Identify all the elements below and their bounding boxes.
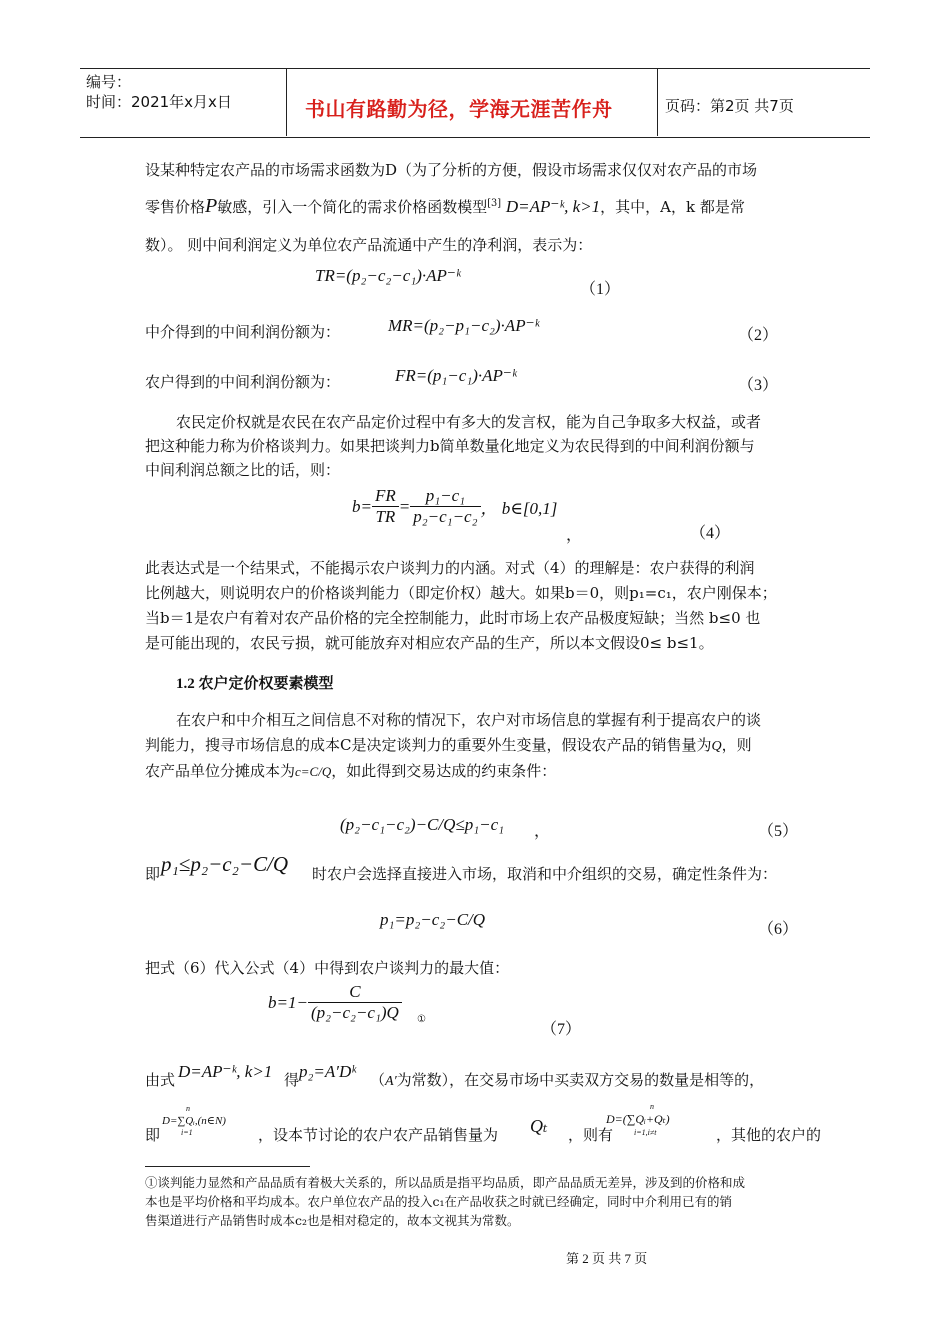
paragraph-line: 数）。 则中间利润定义为单位农产品流通中产生的净利润，表示为： bbox=[145, 236, 593, 254]
math-symbol: P bbox=[205, 195, 218, 217]
paragraph-line: 由式 bbox=[145, 1071, 176, 1089]
equation-5: (p₂−c₁−c₂)−C/Q≤p₁−c₁ bbox=[340, 815, 505, 834]
paragraph-line bbox=[145, 735, 752, 757]
equation-1: TR=(p₂−c₂−c₁)·AP⁻ᵏ bbox=[315, 266, 461, 285]
fraction-denominator: p₂−c₁−c₂ bbox=[413, 507, 478, 526]
equation-comma: ， bbox=[566, 527, 583, 544]
equation-lhs: b=1− bbox=[268, 992, 308, 1012]
fraction-numerator: p₁−c₁ bbox=[410, 486, 480, 507]
sum-lower: i=1,i≠t bbox=[634, 1128, 657, 1137]
sum-upper: n bbox=[650, 1102, 654, 1111]
sum-upper: n bbox=[186, 1104, 190, 1113]
text-span: 判能力，搜寻市场信息的成本C是决定谈判力的重要外生变量，假设农产品的销售量为 bbox=[145, 736, 712, 754]
text-span: 敏感，引入一个简化的需求价格函数模型 bbox=[217, 198, 488, 216]
formula-text: D=∑Qᵢ,(n∈N) bbox=[162, 1115, 226, 1127]
paragraph-line: 把这种能力称为价格谈判力。如果把谈判力b简单数量化地定义为农民得到的中间利润份额与 bbox=[145, 437, 755, 455]
equation-number: （6） bbox=[758, 921, 799, 938]
footnote-line: ①谈判能力显然和产品品质有着极大关系的，所以品质是指平均品质，即产品品质无差异，涉及到的价格和成 bbox=[145, 1175, 746, 1190]
inline-formula: p₁≤p₂−c₂−C/Q bbox=[161, 852, 289, 876]
paragraph-line: 是可能出现的，农民亏损，就可能放弃对相应农产品的生产，所以本文假设0≤ b≤1。 bbox=[145, 634, 714, 652]
fraction bbox=[410, 486, 480, 527]
equation-range: ， b∈[0,1] bbox=[480, 499, 558, 518]
equation-2: MR=(p₂−p₁−c₂)·AP⁻ᵏ bbox=[388, 316, 540, 335]
header-divider bbox=[657, 68, 658, 136]
sum-lower: i=1 bbox=[181, 1128, 193, 1137]
page-footer: 第 2 页 共 7 页 bbox=[566, 1251, 648, 1266]
equation-lhs: b= bbox=[352, 496, 372, 516]
text-span: 零售价格 bbox=[145, 198, 206, 216]
paragraph-line: 中间利润总额之比的话，则： bbox=[145, 461, 341, 479]
header-page-code: 页码：第2页 共7页 bbox=[665, 97, 794, 115]
equation-number: （4） bbox=[690, 525, 731, 542]
inline-formula bbox=[606, 1104, 718, 1142]
paragraph-line bbox=[370, 1070, 764, 1092]
inline-formula: D=AP⁻ᵏ, k>1 bbox=[505, 197, 601, 216]
math-symbol: A′ bbox=[385, 1074, 397, 1089]
text-span: ，如此得到交易达成的约束条件： bbox=[331, 762, 557, 780]
equation-7 bbox=[268, 982, 402, 1023]
paragraph-line: 此表达式是一个结果式，不能揭示农户谈判力的内涵。对式（4）的理解是：农户获得的利润 bbox=[145, 559, 755, 577]
text-span: 农产品单位分摊成本为 bbox=[145, 762, 296, 780]
header-motto: 书山有路勤为径，学海无涯苦作舟 bbox=[305, 97, 613, 121]
text-span: ，则 bbox=[721, 736, 752, 754]
paragraph-line: ，其他的农户的 bbox=[716, 1126, 822, 1144]
equation-comma: ， bbox=[534, 823, 551, 840]
fraction-denominator: (p₂−c₂−c₁)Q bbox=[310, 1003, 399, 1022]
paragraph-line: 当b＝1是农户有着对农产品价格的完全控制能力，此时市场上农产品极度短缺；当然 b≤0 也 bbox=[145, 609, 761, 627]
equation-label: 农户得到的中间利润份额为： bbox=[145, 373, 341, 391]
inline-formula: c=C/Q bbox=[295, 764, 332, 779]
equation-label: 中介得到的中间利润份额为： bbox=[145, 323, 341, 341]
paragraph-line: 农民定价权就是农民在农产品定价过程中有多大的发言权，能为自己争取多大权益，或者 bbox=[176, 413, 762, 431]
footnote-separator bbox=[145, 1166, 310, 1167]
paragraph-line bbox=[145, 761, 556, 782]
text-span: 得 bbox=[284, 1071, 300, 1089]
footnote-mark: ① bbox=[417, 1014, 426, 1025]
section-heading: 1.2 农户定价权要素模型 bbox=[176, 676, 334, 692]
inline-formula bbox=[162, 1106, 262, 1142]
fraction-numerator: FR bbox=[372, 486, 399, 507]
fraction-numerator: C bbox=[308, 982, 402, 1003]
inline-formula: Qₜ bbox=[530, 1116, 548, 1136]
paragraph-line: 在农户和中介相互之间信息不对称的情况下，农户对市场信息的掌握有利于提高农户的谈 bbox=[176, 711, 762, 729]
formula-text: D=(∑Qᵢ+Qₜ) bbox=[606, 1112, 670, 1126]
footnote-line: 售渠道进行产品销售时成本c₂也是相对稳定的，故本文视其为常数。 bbox=[145, 1213, 520, 1228]
equation-number: （1） bbox=[580, 281, 621, 298]
paragraph-line: 即 bbox=[145, 865, 161, 883]
text-span: ，设本节讨论的农户农产品销售量为 bbox=[258, 1126, 499, 1144]
inline-formula: D=AP⁻ᵏ, k>1 bbox=[178, 1062, 273, 1081]
paragraph-line: 即 bbox=[145, 1126, 161, 1144]
paragraph-line: 比例越大，则说明农户的价格谈判能力（即定价权）越大。如果b＝0，则p₁=c₁，农户刚保本； bbox=[145, 584, 777, 602]
paragraph-line: 把式（6）代入公式（4）中得到农户谈判力的最大值： bbox=[145, 959, 510, 977]
citation-ref: [3] bbox=[487, 198, 502, 209]
math-symbol: Q bbox=[711, 739, 722, 754]
header-date-label: 时间：2021年x月x日 bbox=[86, 93, 232, 111]
text-span: ，其中，A，k 都是常 bbox=[600, 198, 745, 216]
fraction bbox=[308, 982, 402, 1023]
text-span: ，则有 bbox=[568, 1126, 614, 1144]
paragraph-line: 时农户会选择直接进入市场，取消和中介组织的交易，确定性条件为： bbox=[312, 865, 778, 883]
inline-formula: p₂=A′Dᵏ bbox=[299, 1062, 357, 1081]
fraction bbox=[372, 486, 399, 527]
paragraph-line bbox=[145, 193, 745, 218]
equation-number: （5） bbox=[758, 823, 799, 840]
paragraph-line: 设某种特定农产品的市场需求函数为D（为了分析的方便，假设市场需求仅仅对农产品的市场 bbox=[145, 161, 758, 179]
header-divider bbox=[286, 68, 287, 136]
equation-4 bbox=[352, 486, 557, 527]
equation-number: （2） bbox=[738, 327, 779, 344]
fraction-denominator: TR bbox=[375, 507, 396, 526]
equation-number: （3） bbox=[738, 377, 779, 394]
equals-sign: = bbox=[398, 496, 411, 516]
equation-6: p₁=p₂−c₂−C/Q bbox=[380, 910, 486, 929]
header-number-label: 编号： bbox=[86, 73, 132, 91]
equation-number: （7） bbox=[541, 1021, 582, 1038]
equation-3: FR=(p₁−c₁)·AP⁻ᵏ bbox=[395, 366, 517, 385]
footnote-line: 本也是平均价格和平均成本。农户单位农产品的投入c₁在产品收获之时就已经确定，同时中介利用已有的销 bbox=[145, 1194, 733, 1209]
text-span: 为常数），在交易市场中买卖双方交易的数量是相等的， bbox=[396, 1071, 765, 1089]
text-span: （ bbox=[370, 1071, 386, 1089]
